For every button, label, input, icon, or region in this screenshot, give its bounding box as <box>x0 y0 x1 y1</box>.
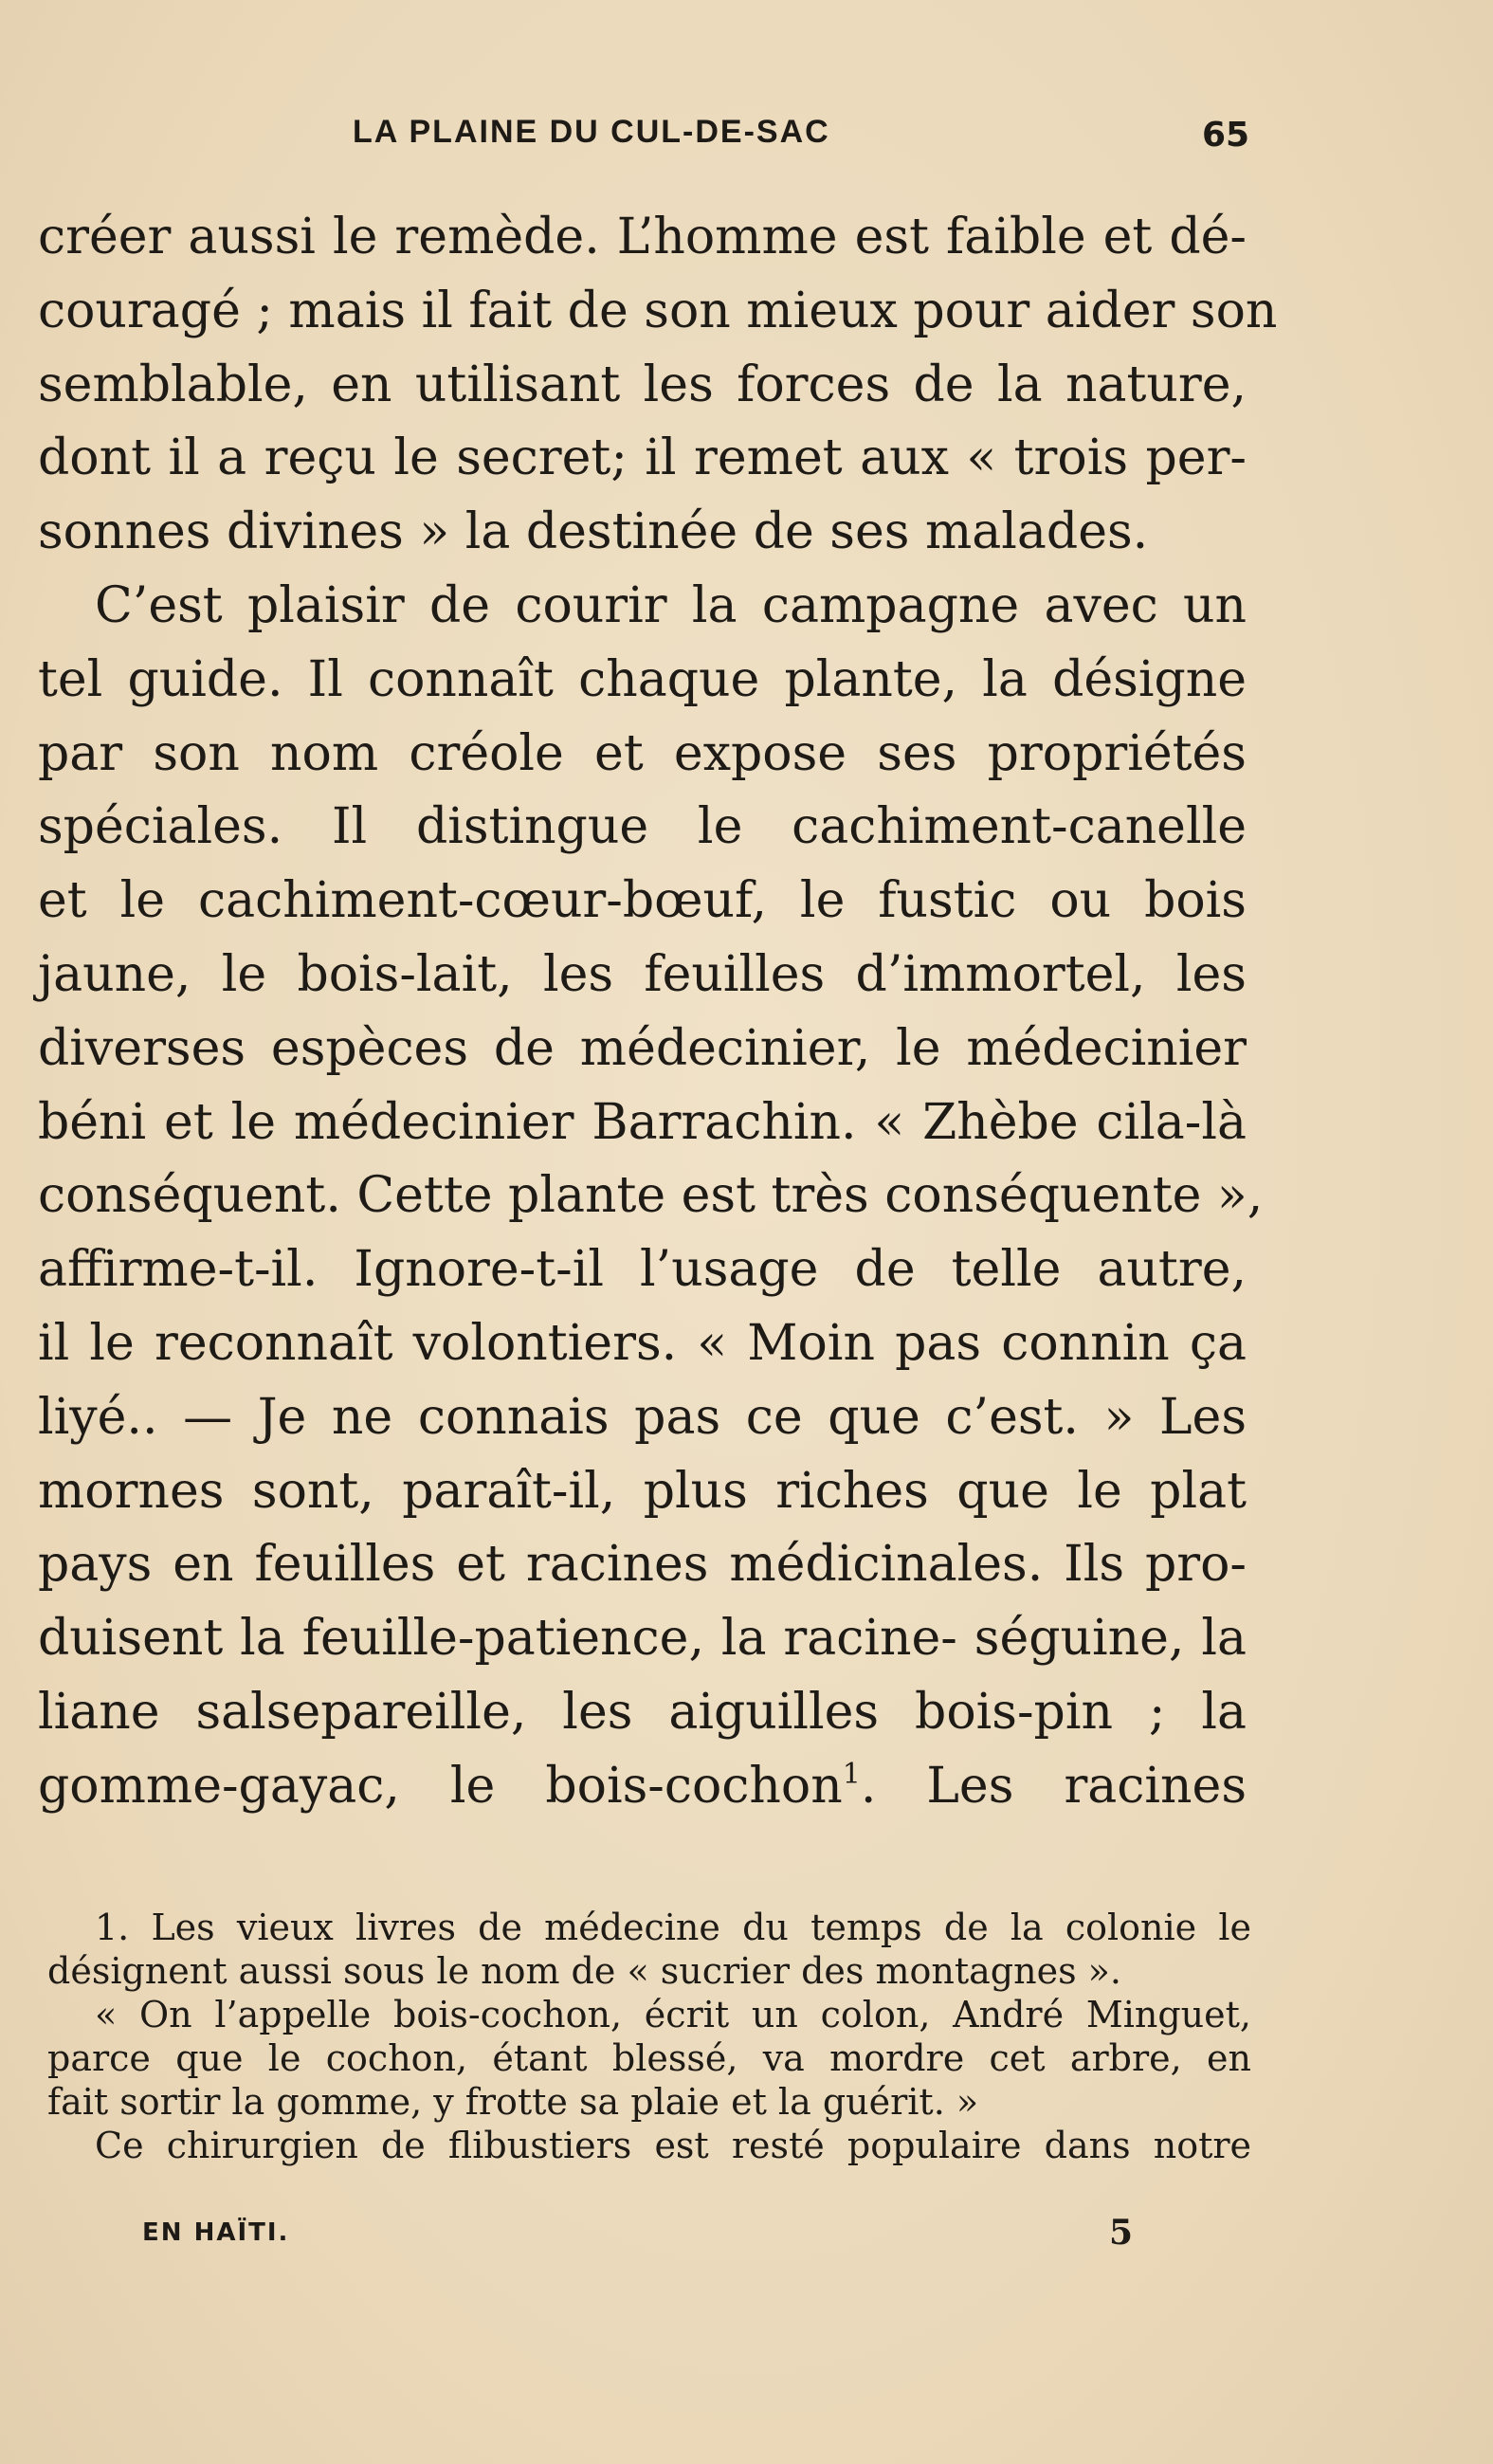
footnote-ref[interactable]: 1 <box>842 1757 861 1791</box>
text-line: il le reconnaît volontiers. « Moin pas connin ça <box>38 1314 1247 1372</box>
text-line: béni et le médecinier Barrachin. « Zhèbe cila-là <box>38 1093 1247 1151</box>
text-line: créer aussi le remède. L’homme est faible et dé- <box>38 209 1247 265</box>
text-line <box>38 1750 1247 1824</box>
text-line: pays en feuilles et racines médicinales. Ils pro- <box>38 1536 1247 1594</box>
text-line: jaune, le bois-lait, les feuilles d’immortel, les <box>38 945 1247 1003</box>
text-line: et le cachiment-cœur-bœuf, le fustic ou bois <box>38 872 1247 930</box>
text-line: sonnes divines » la destinée de ses malades. <box>38 503 1149 561</box>
body-text <box>38 201 1278 1824</box>
text-line: spéciales. Il distingue le cachiment-canelle <box>38 798 1247 856</box>
signature-text: EN HAÏTI. <box>142 2218 290 2247</box>
text-line: tel guide. Il connaît chaque plante, la désigne <box>38 650 1247 708</box>
text-line: liane salsepareille, les aiguilles bois-pin ; la <box>38 1683 1247 1741</box>
text-line: par son nom créole et expose ses propriétés <box>38 724 1247 782</box>
text-line: C’est plaisir de courir la campagne avec un <box>95 576 1247 634</box>
running-head <box>0 114 1493 161</box>
signature-line <box>0 2213 1493 2256</box>
text-segment: . Les racines <box>860 1757 1247 1815</box>
text-line: conséquent. Cette plante est très conséquente », <box>38 1167 1264 1225</box>
running-title: LA PLAINE DU CUL-DE-SAC <box>353 114 830 150</box>
footnotes <box>47 1906 1251 2167</box>
page-number: 65 <box>1202 116 1250 155</box>
footnote-line: 1. Les vieux livres de médecine du temps de la colonie le <box>95 1907 1251 1948</box>
text-line: duisent la feuille-patience, la racine- séguine, la <box>38 1610 1247 1668</box>
footnote-line: parce que le cochon, étant blessé, va mordre cet arbre, en <box>47 2037 1251 2079</box>
text-line: diverses espèces de médecinier, le médecinier <box>38 1019 1247 1077</box>
text-line: affirme-t-il. Ignore-t-il l’usage de telle autre, <box>38 1241 1247 1299</box>
footnote-line: « On l’appelle bois-cochon, écrit un colon, André Minguet, <box>95 1994 1251 2035</box>
footnote-line: Ce chirurgien de flibustiers est resté populaire dans notre <box>95 2125 1251 2166</box>
signature-number: 5 <box>1109 2213 1134 2253</box>
text-line: semblable, en utilisant les forces de la nature, <box>38 356 1247 413</box>
text-line: dont il a reçu le secret; il remet aux « trois per- <box>38 429 1247 487</box>
footnote-line: désignent aussi sous le nom de « sucrier des montagnes ». <box>47 1950 1121 1992</box>
footnote-line: fait sortir la gomme, y frotte sa plaie et la guérit. » <box>47 2081 979 2123</box>
text-line: mornes sont, paraît-il, plus riches que le plat <box>38 1462 1247 1520</box>
text-line: liyé.. — Je ne connais pas ce que c’est. » Les <box>38 1388 1247 1446</box>
text-line: couragé ; mais il fait de son mieux pour aider son <box>38 282 1278 339</box>
text-segment: gomme-gayac, le bois-cochon <box>38 1757 843 1815</box>
